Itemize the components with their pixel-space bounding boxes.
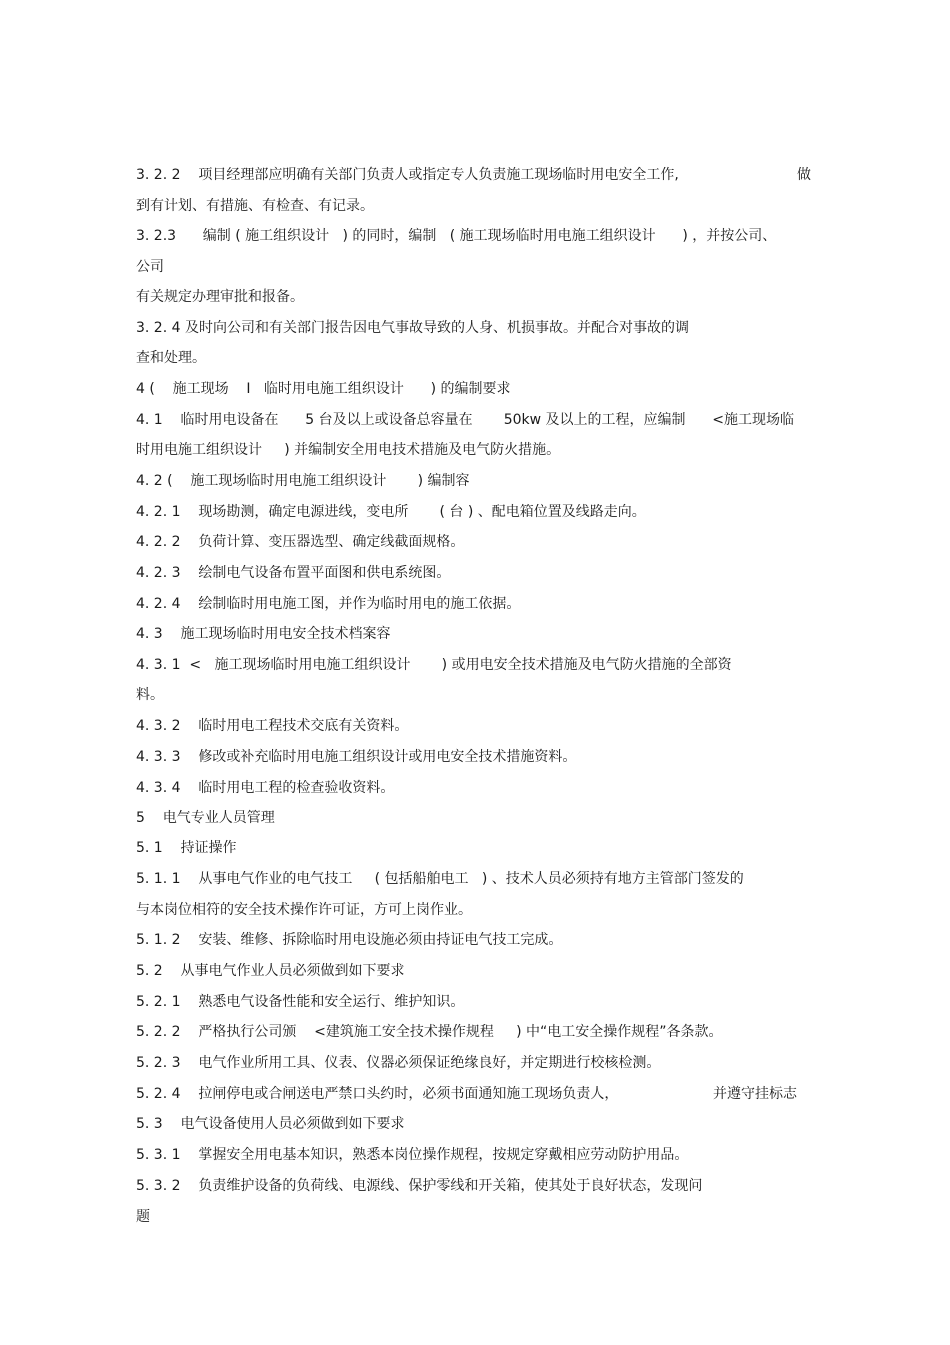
text-line: 4. 2. 3 绘制电气设备布置平面图和供电系统图。	[136, 565, 451, 581]
text-line: 5. 3. 2 负责维护设备的负荷线、电源线、保护零线和开关箱，使其处于良好状态，发现问	[136, 1178, 703, 1194]
text-line: 5. 2 从事电气作业人员必须做到如下要求	[136, 963, 405, 979]
text-line: 5. 2. 2 严格执行公司颁 <建筑施工安全技术操作规程 ) 中“电工安全操作规程”各条款。	[136, 1024, 723, 1040]
text-line: 4. 3. 4 临时用电工程的检查验收资料。	[136, 780, 395, 796]
text-line: 到有计划、有措施、有检查、有记录。	[136, 198, 374, 214]
text-line: 做	[797, 167, 811, 183]
text-line: 公司	[136, 259, 164, 275]
text-line: 5. 1 持证操作	[136, 840, 237, 856]
text-line: 4. 1 临时用电设备在 5 台及以上或设备总容量在 50kw 及以上的工程，应编制 <施工现场临	[136, 412, 794, 428]
text-line: 有关规定办理审批和报备。	[136, 289, 304, 305]
text-line: 4. 2 ( 施工现场临时用电施工组织设计 ) 编制容	[136, 473, 470, 489]
text-line: 3. 2.3 编制 ( 施工组织设计 ) 的同时，编制 ( 施工现场临时用电施工组织设计 ) ，并按公司、	[136, 228, 777, 244]
text-line: 5. 3 电气设备使用人员必须做到如下要求	[136, 1116, 405, 1132]
text-line: 查和处理。	[136, 350, 206, 366]
text-line: 题	[136, 1209, 150, 1225]
text-line: 4. 3. 2 临时用电工程技术交底有关资料。	[136, 718, 409, 734]
text-line: 5. 1. 2 安装、维修、拆除临时用电设施必须由持证电气技工完成。	[136, 932, 563, 948]
text-line: 5. 2. 3 电气作业所用工具、仪表、仪器必须保证绝缘良好，并定期进行校核检测。	[136, 1055, 661, 1071]
text-line: 5. 2. 4 拉闸停电或合闸送电严禁口头约时，必须书面通知施工现场负责人，	[136, 1086, 619, 1102]
text-line: 时用电施工组织设计 ) 并编制安全用电技术措施及电气防火措施。	[136, 442, 561, 458]
text-line: 并遵守挂标志	[713, 1086, 797, 1102]
text-line: 5. 3. 1 掌握安全用电基本知识，熟悉本岗位操作规程，按规定穿戴相应劳动防护用品。	[136, 1147, 689, 1163]
text-line: 与本岗位相符的安全技术操作许可证，方可上岗作业。	[136, 902, 472, 918]
text-line: 4. 2. 1 现场勘测，确定电源进线，变电所 ( 台 ) 、配电箱位置及线路走向。	[136, 504, 646, 520]
text-line: 5. 1. 1 从事电气作业的电气技工 ( 包括船舶电工 ) 、技术人员必须持有地方主管部门签发的	[136, 871, 744, 887]
text-line: 3. 2. 2 项目经理部应明确有关部门负责人或指定专人负责施工现场临时用电安全工作,	[136, 167, 679, 183]
text-line: 5. 2. 1 熟悉电气设备性能和安全运行、维护知识。	[136, 994, 465, 1010]
text-line: 4. 3 施工现场临时用电安全技术档案容	[136, 626, 391, 642]
text-line: 4. 2. 4 绘制临时用电施工图，并作为临时用电的施工依据。	[136, 596, 521, 612]
text-line: 4. 3. 1 < 施工现场临时用电施工组织设计 ) 或用电安全技术措施及电气防火措施的全部资	[136, 657, 732, 673]
section-heading: 5 电气专业人员管理	[136, 810, 275, 826]
text-line: 4. 2. 2 负荷计算、变压器选型、确定线截面规格。	[136, 534, 465, 550]
text-line: 料。	[136, 687, 164, 703]
section-heading: 4 ( 施工现场 I 临时用电施工组织设计 ) 的编制要求	[136, 381, 511, 397]
text-line: 3. 2. 4 及时向公司和有关部门报告因电气事故导致的人身、机损事故。并配合对事故的调	[136, 320, 689, 336]
text-line: 4. 3. 3 修改或补充临时用电施工组织设计或用电安全技术措施资料。	[136, 749, 577, 765]
